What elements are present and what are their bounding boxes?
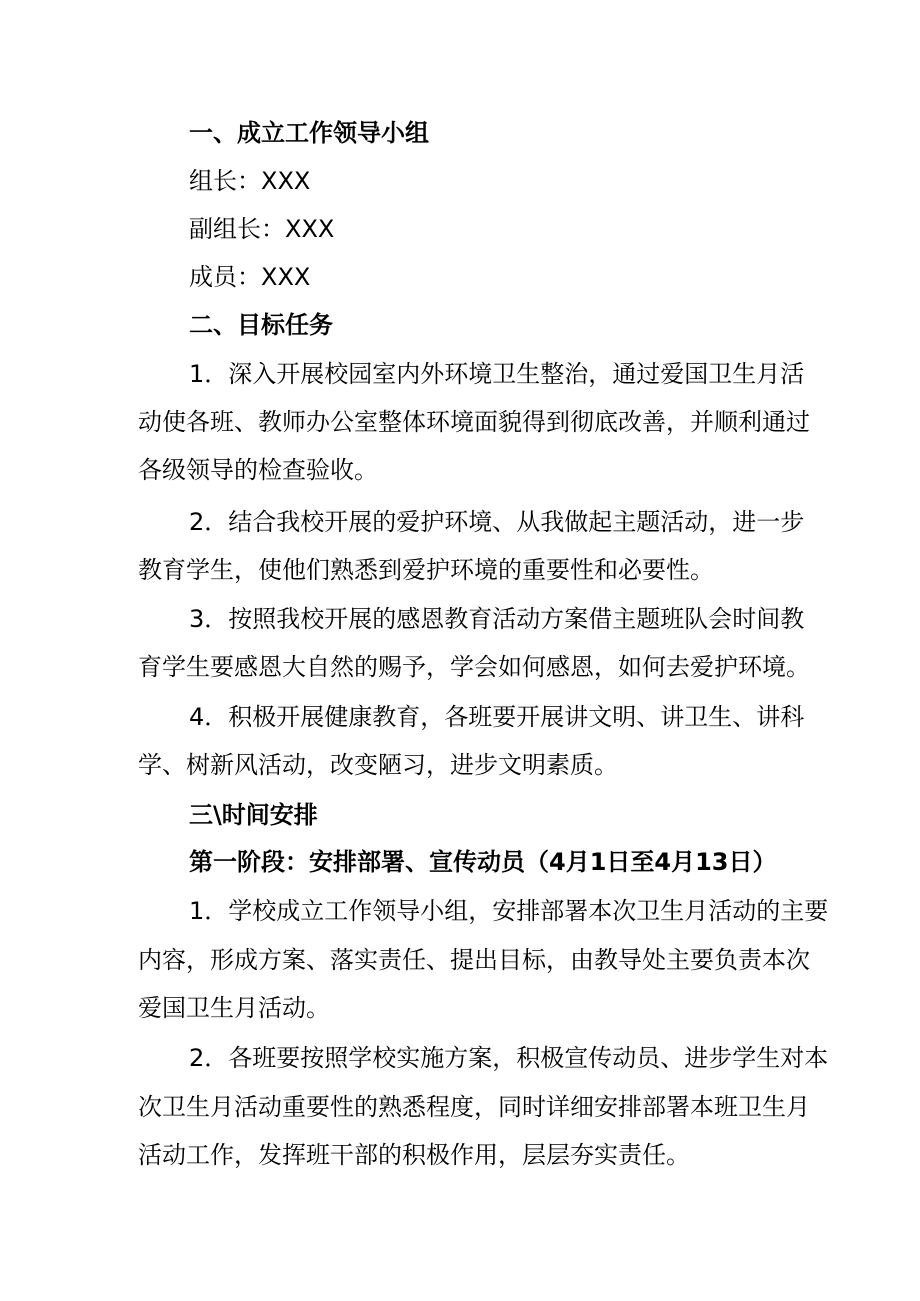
members-line: 成员：XXX [189,263,311,291]
goal-4-line-1: 4．积极开展健康教育，各班要开展讲文明、讲卫生、讲科 [189,703,805,731]
phase-1-item-1-line-1: 1．学校成立工作领导小组，安排部署本次卫生月活动的主要 [189,897,829,925]
goal-1-line-1: 1．深入开展校园室内外环境卫生整治，通过爱国卫生月活 [189,360,805,388]
phase-1-item-1-line-3: 爱国卫生月活动。 [138,994,330,1022]
phase-1-item-2-line-3: 活动工作，发挥班干部的积极作用，层层夯实责任。 [138,1141,690,1169]
section-heading-leadership: 一、成立工作领导小组 [189,119,429,147]
phase-1-item-1-line-2: 内容，形成方案、落实责任、提出目标，由教导处主要负责本次 [138,946,810,974]
goal-2-line-1: 2．结合我校开展的爱护环境、从我做起主题活动，进一步 [189,508,805,536]
goal-4-line-2: 学、树新风活动，改变陋习，进步文明素质。 [138,751,618,779]
deputy-leader-line: 副组长：XXX [189,215,335,243]
goal-1-line-2: 动使各班、教师办公室整体环境面貌得到彻底改善，并顺利通过 [138,408,810,436]
phase-1-item-2-line-1: 2．各班要按照学校实施方案，积极宣传动员、进步学生对本 [189,1044,829,1072]
goal-3-line-1: 3．按照我校开展的感恩教育活动方案借主题班队会时间教 [189,605,805,633]
leader-line: 组长：XXX [189,167,311,195]
phase-1-item-2-line-2: 次卫生月活动重要性的熟悉程度，同时详细安排部署本班卫生月 [138,1093,810,1121]
section-heading-goals: 二、目标任务 [189,311,333,339]
phase-1-heading: 第一阶段：安排部署、宣传动员（4月1日至4月13日） [189,848,777,876]
goal-2-line-2: 教育学生，使他们熟悉到爱护环境的重要性和必要性。 [138,556,714,584]
section-heading-schedule: 三\时间安排 [189,801,318,829]
goal-1-line-3: 各级领导的检查验收。 [138,456,378,484]
goal-3-line-2: 育学生要感恩大自然的赐予，学会如何感恩，如何去爱护环境。 [138,653,810,681]
